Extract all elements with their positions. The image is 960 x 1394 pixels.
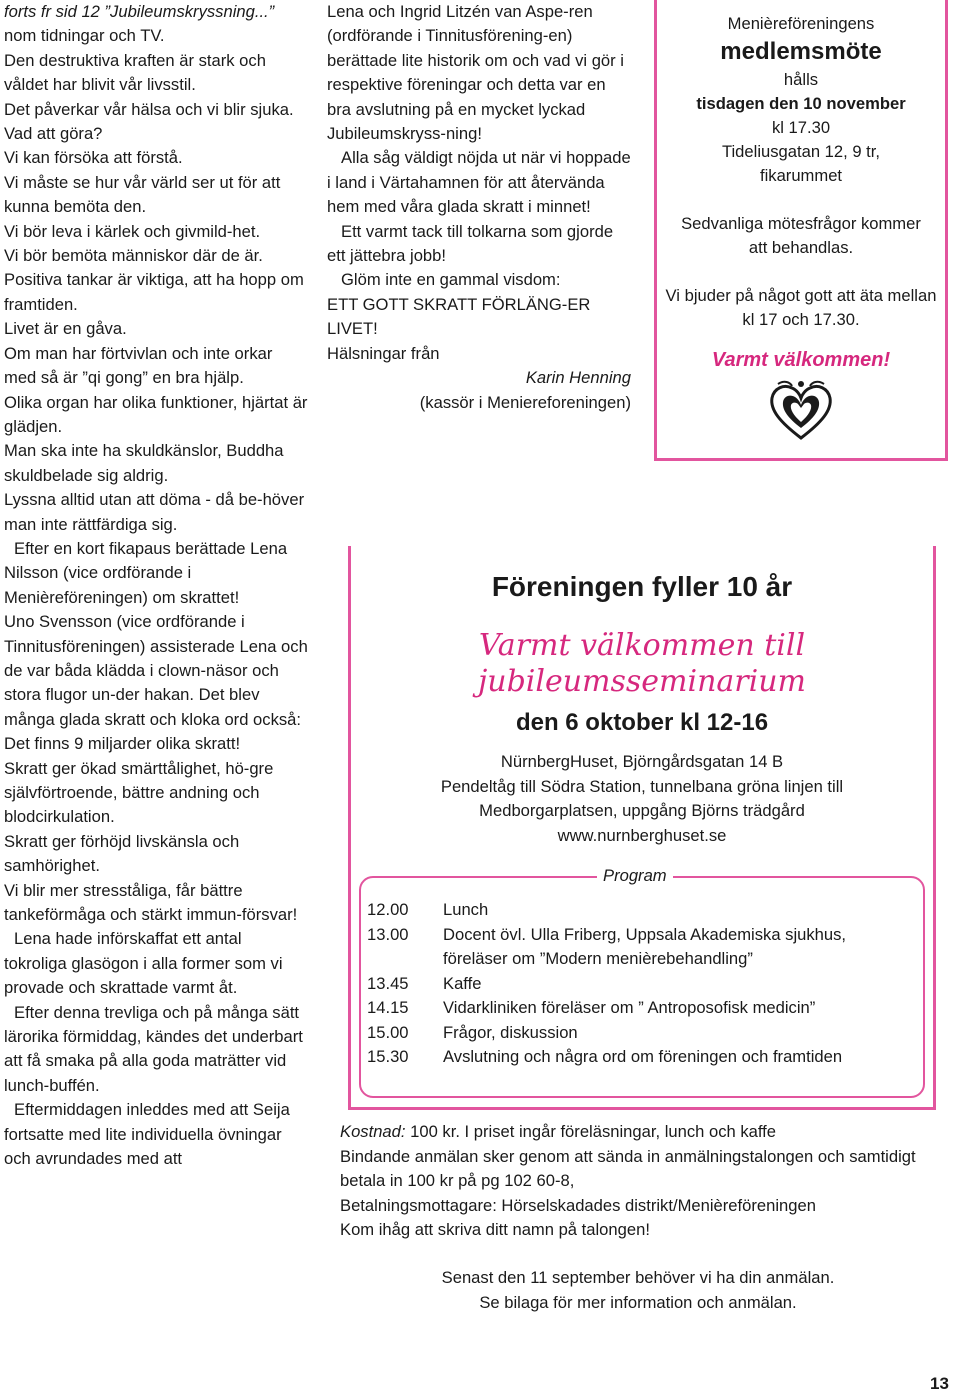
paragraph: Lena hade införskaffat ett antal tokroliga glasögon i alla former som vi provade och skrattade varmt åt. xyxy=(4,929,283,998)
text-line: nom tidningar och TV. xyxy=(4,26,165,46)
notice-line: Senast den 11 september behöver vi ha din anmälan. xyxy=(441,1268,835,1287)
program-time: 15.00 xyxy=(367,1022,409,1042)
venue-url: www.nurnberghuset.se xyxy=(557,825,727,845)
signature: Karin Henning xyxy=(525,368,631,388)
program-title: Program xyxy=(597,865,673,887)
paragraph: Efter denna trevliga och på många sätt lärorika förmiddag, kändes det underbart att få smaka på alla goda maträtter vid lunch-buffén. xyxy=(4,1002,303,1095)
registration-notice xyxy=(340,1266,936,1315)
paragraph: Lena och Ingrid Litzén van Aspe-ren (ordförande i Tinnitusförening-en) berättade lite historik om och vad vi gör i respektive föreningar och detta var en bra avslutning på en mycket lyckad Jubileumskryss-ning! xyxy=(327,2,624,144)
text-line: Skratt ger ökad smärttålighet, hö-gre självförtroende, bättre andning och blodcirkulation. xyxy=(4,758,274,827)
program-time: 14.15 xyxy=(367,998,409,1017)
meeting-time: kl 17.30 xyxy=(771,118,831,137)
venue-line: NürnbergHuset, Björngårdsgatan 14 B xyxy=(500,752,784,771)
meeting-address-1: Tideliusgatan 12, 9 tr, xyxy=(721,142,881,161)
seminar-script-line-2: jubileumsseminarium xyxy=(477,664,807,699)
text-line: Lyssna alltid utan att döma - då be-höver man inte rättfärdiga sig. xyxy=(4,490,305,534)
program-item xyxy=(361,898,915,923)
text-line: Vi måste se hur vår värld ser ut för att kunna bemöta den. xyxy=(4,172,281,217)
paragraph: ETT GOTT SKRATT FÖRLÄNG-ER LIVET! xyxy=(327,294,591,339)
signature-role: (kassör i Meniereforeningen) xyxy=(419,392,631,412)
program-item xyxy=(361,1045,915,1070)
heart-ornament-icon xyxy=(766,378,836,444)
cost-line xyxy=(340,1120,936,1145)
cost-amount: 100 kr. I priset ingår föreläsningar, lunch och kaffe xyxy=(405,1122,777,1141)
text-line: Vi blir mer stresståliga, får bättre tankeförmåga och stärkt immun-försvar! xyxy=(4,880,298,925)
meeting-note-2: Vi bjuder på något gott att äta mellan kl 17 och 17.30. xyxy=(665,286,937,329)
program-text: Docent övl. Ulla Friberg, Uppsala Akademiska sjukhus, föreläser om ”Modern menièrebehandling” xyxy=(443,924,847,968)
program-box xyxy=(359,866,925,1098)
seminar-announcement-box xyxy=(348,546,936,1110)
meeting-title: medlemsmöte xyxy=(720,38,882,65)
meeting-announcement-box xyxy=(654,0,948,461)
meeting-welcome: Varmt välkommen! xyxy=(711,349,891,371)
article-column-1 xyxy=(4,0,308,1172)
paragraph: Glöm inte en gammal visdom: xyxy=(341,270,561,290)
meeting-address-2: fikarummet xyxy=(759,166,843,185)
program-time: 15.30 xyxy=(367,1047,409,1066)
paragraph: Alla såg väldigt nöjda ut när vi hoppade i land i Värtahamnen för att återvända hem med våra glada skratt i minnet! xyxy=(327,148,631,217)
seminar-date: den 6 oktober kl 12-16 xyxy=(515,709,769,736)
meeting-date: tisdagen den 10 november xyxy=(696,94,906,113)
seminar-script-line-1: Varmt välkommen till xyxy=(478,628,806,663)
paragraph: Eftermiddagen inleddes med att Seija fortsatte med lite individuella övningar och avrundades med att xyxy=(4,1100,290,1169)
venue-line: Medborgarplatsen, uppgång Björns trädgård xyxy=(479,801,805,820)
paragraph: Uno Svensson (vice ordförande i Tinnitusföreningen) assisterade Lena och de var båda klädda i clown-näsor och stora flugor un-der hakan. Det blev många glada skratt och kloka ord också: xyxy=(4,612,308,729)
text-line: Positiva tankar är viktiga, att ha hopp om framtiden. xyxy=(4,270,304,314)
program-text: Vidarkliniken föreläser om ” Antroposofisk medicin” xyxy=(443,998,816,1017)
text-line: Vad att göra? xyxy=(4,124,103,144)
meeting-held: hålls xyxy=(783,70,819,89)
cost-line: Bindande anmälan sker genom att sända in anmälningstalongen och samtidigt betala in 100 kr på pg 102 60-8, xyxy=(340,1146,916,1190)
cost-info xyxy=(340,1120,936,1243)
program-item xyxy=(361,1021,915,1046)
program-text: Avslutning och några ord om föreningen och framtiden xyxy=(443,1047,843,1066)
continuation-note: forts fr sid 12 ”Jubileumskryssning...” xyxy=(4,2,275,21)
program-text: Kaffe xyxy=(443,973,482,993)
text-line: Det finns 9 miljarder olika skratt! xyxy=(4,734,241,754)
program-text: Lunch xyxy=(443,900,489,919)
greeting: Hälsningar från xyxy=(327,343,440,363)
page-number: 13 xyxy=(930,1374,949,1393)
cost-line: Kom ihåg att skriva ditt namn på talongen! xyxy=(340,1220,650,1239)
article-column-2 xyxy=(327,0,633,415)
cost-label: Kostnad: xyxy=(340,1122,406,1141)
text-line: Den destruktiva kraften är stark och våldet har blivit vår livsstil. xyxy=(4,50,266,95)
program-item xyxy=(361,923,915,972)
text-line: Man ska inte ha skuldkänslor, Buddha skuldbelade sig aldrig. xyxy=(4,441,284,485)
text-line: Vi kan försöka att förstå. xyxy=(4,148,183,168)
program-text: Frågor, diskussion xyxy=(443,1022,578,1042)
program-item xyxy=(361,972,915,997)
program-item xyxy=(361,996,915,1021)
text-line: Vi bör bemöta människor där de är. xyxy=(4,246,263,266)
seminar-venue xyxy=(351,750,933,848)
text-line: Skratt ger förhöjd livskänsla och samhörighet. xyxy=(4,831,240,876)
seminar-script-title xyxy=(351,628,933,700)
venue-line: Pendeltåg till Södra Station, tunnelbana gröna linjen till xyxy=(440,776,844,796)
meeting-org: Menièreföreningens xyxy=(727,14,875,33)
program-time: 13.45 xyxy=(367,973,409,993)
meeting-note-1: Sedvanliga mötesfrågor kommer att behandlas. xyxy=(681,214,921,257)
text-line: Olika organ har olika funktioner, hjärtat är glädjen. xyxy=(4,392,308,436)
text-line: Vi bör leva i kärlek och givmild-het. xyxy=(4,221,261,241)
notice-line: Se bilaga för mer information och anmälan. xyxy=(479,1292,797,1312)
paragraph: Ett varmt tack till tolkarna som gjorde ett jättebra jobb! xyxy=(327,221,614,266)
program-list xyxy=(361,898,915,1070)
seminar-heading: Föreningen fyller 10 år xyxy=(491,571,793,602)
text-line: Om man har förtvivlan och inte orkar med så är ”qi gong” en bra hjälp. xyxy=(4,343,273,388)
program-time: 13.00 xyxy=(367,924,409,944)
text-line: Livet är en gåva. xyxy=(4,319,127,339)
cost-line: Betalningsmottagare: Hörselskadades distrikt/Menièreföreningen xyxy=(340,1195,816,1215)
paragraph: Efter en kort fikapaus berättade Lena Nilsson (vice ordförande i Menièreföreningen) om skrattet! xyxy=(4,538,288,607)
text-line: Det påverkar vår hälsa och vi blir sjuka. xyxy=(4,99,294,119)
program-time: 12.00 xyxy=(367,900,409,919)
